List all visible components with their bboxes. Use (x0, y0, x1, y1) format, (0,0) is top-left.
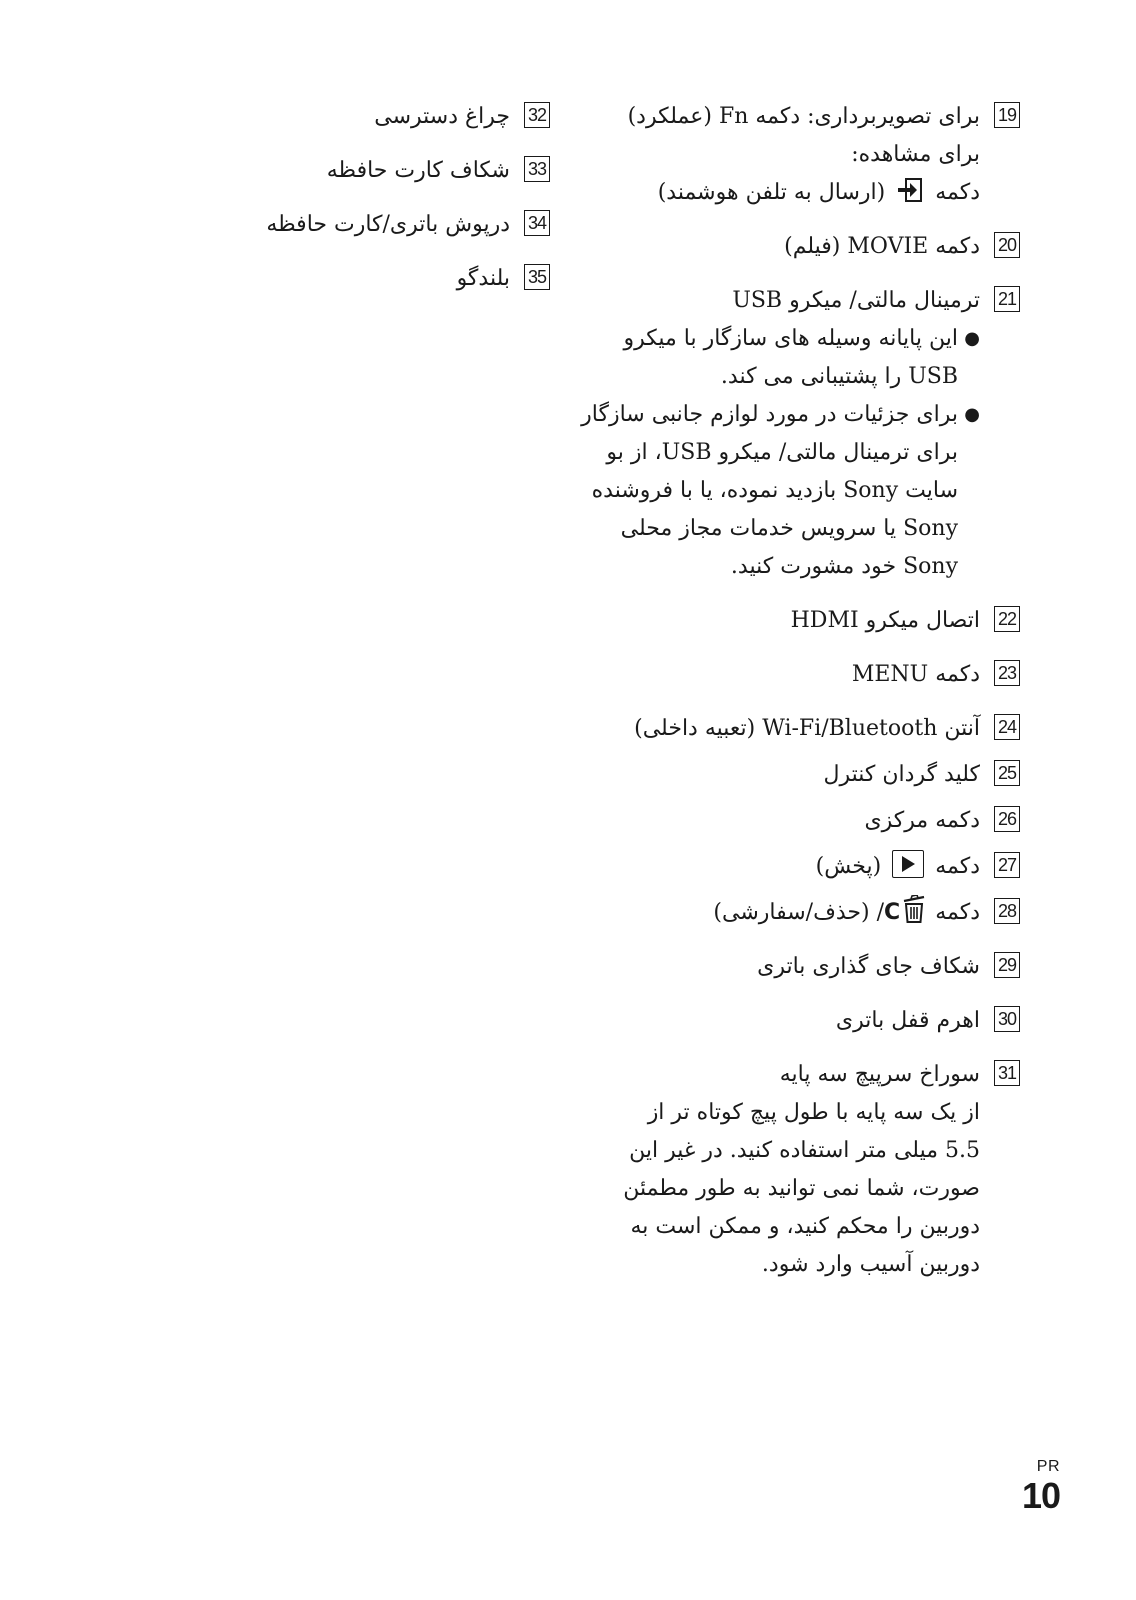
item-text: دکمه C/ (حذف/سفارشی) (580, 894, 980, 932)
item-text: اتصال میکرو HDMI (790, 608, 980, 633)
page-footer (1022, 1458, 1060, 1516)
item-text: 5.5 میلی متر استفاده کنید. در غیر این (629, 1138, 980, 1163)
item-number: 33 (524, 156, 550, 182)
item-text: دکمه (ارسال به تلفن هوشمند) (580, 174, 980, 212)
bullet-item: ● برای جزئیات در مورد لوازم جانبی سازگار (580, 396, 980, 434)
bullet-continuation: برای ترمینال مالتی/ میکرو USB، از بو (606, 440, 958, 465)
item-number: 20 (994, 232, 1020, 258)
item-number: 21 (994, 286, 1020, 312)
item-20 (580, 228, 1020, 266)
item-number: 32 (524, 102, 550, 128)
item-title: سوراخ سرپیچ سه پایه (779, 1062, 980, 1087)
item-23 (580, 656, 1020, 694)
bullet-continuation: سایت Sony بازدید نموده، یا با فروشنده (591, 478, 958, 503)
item-25 (580, 756, 1020, 794)
playback-icon (892, 850, 924, 878)
item-text: کلید گردان کنترل (823, 762, 980, 787)
item-number: 27 (994, 852, 1020, 878)
item-29 (580, 948, 1020, 986)
item-32 (250, 98, 550, 136)
item-27 (580, 848, 1020, 886)
item-text: اهرم قفل باتری (835, 1008, 980, 1033)
item-number: 19 (994, 102, 1020, 128)
bullet-continuation: Sony خود مشورت کنید. (730, 554, 958, 579)
item-number: 28 (994, 898, 1020, 924)
bullet-continuation: USB را پشتیبانی می کند. (720, 364, 958, 389)
item-text: درپوش باتری/کارت حافظه (266, 212, 510, 237)
item-text: دکمه MENU (851, 662, 980, 687)
item-number: 31 (994, 1060, 1020, 1086)
bullet-dot: ● (964, 328, 980, 349)
right-column (580, 98, 1020, 1300)
language-code: PR (1036, 1458, 1060, 1475)
item-28 (580, 894, 1020, 932)
item-34 (250, 206, 550, 244)
item-text: آنتن Wi-Fi/Bluetooth (تعبیه داخلی) (634, 716, 980, 741)
item-number: 30 (994, 1006, 1020, 1032)
item-text: بلندگو (456, 266, 510, 291)
item-22 (580, 602, 1020, 640)
item-35 (250, 260, 550, 298)
item-21 (580, 282, 1020, 586)
item-text: دکمه مرکزی (864, 808, 980, 833)
item-text: چراغ دسترسی (374, 104, 510, 129)
send-to-smartphone-icon (896, 176, 924, 204)
trash-icon (902, 895, 926, 923)
item-33 (250, 152, 550, 190)
item-30 (580, 1002, 1020, 1040)
item-number: 25 (994, 760, 1020, 786)
item-number: 29 (994, 952, 1020, 978)
item-number: 35 (524, 264, 550, 290)
item-19 (580, 98, 1020, 212)
item-text: شکاف کارت حافظه (326, 158, 510, 183)
item-number: 34 (524, 210, 550, 236)
left-column (250, 98, 550, 314)
bullet-item: ● این پایانه وسیله های سازگار با میکرو (580, 320, 980, 358)
bullet-continuation: Sony یا سرویس خدمات مجاز محلی (620, 516, 958, 541)
custom-c-glyph: C (884, 900, 901, 925)
item-24 (580, 710, 1020, 748)
item-number: 26 (994, 806, 1020, 832)
item-31 (580, 1056, 1020, 1284)
item-text: شکاف جای گذاری باتری (757, 954, 980, 979)
item-text: برای تصویربرداری: دکمه Fn (عملکرد) (627, 104, 980, 129)
bullet-dot: ● (964, 404, 980, 425)
item-text: دوربین آسیب وارد شود. (761, 1252, 980, 1277)
item-number: 24 (994, 714, 1020, 740)
item-text: دوربین را محکم کنید، و ممکن است به (630, 1214, 980, 1239)
item-text: از یک سه پایه با طول پیچ کوتاه تر از (647, 1100, 980, 1125)
item-title: ترمینال مالتی/ میکرو USB (732, 288, 980, 313)
item-text: برای مشاهده: (851, 142, 980, 167)
item-26 (580, 802, 1020, 840)
item-text: دکمه MOVIE (فیلم) (784, 234, 980, 259)
item-number: 22 (994, 606, 1020, 632)
item-text: دکمه (پخش) (580, 848, 980, 886)
item-text: صورت، شما نمی توانید به طور مطمئن (623, 1176, 980, 1201)
item-number: 23 (994, 660, 1020, 686)
page-number: 10 (1021, 1475, 1060, 1516)
